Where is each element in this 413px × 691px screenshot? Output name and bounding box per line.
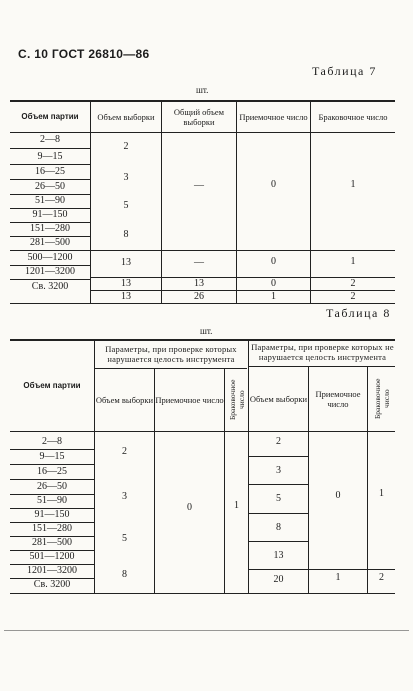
t7-accept: 0 — [271, 179, 276, 190]
t8-left-accept: 0 — [187, 502, 192, 513]
t7-lot: Св. 3200 — [31, 281, 69, 292]
t8-lot: 51—90 — [37, 495, 67, 506]
t8-lot: 26—50 — [37, 481, 67, 492]
t8-lot: 281—500 — [32, 537, 72, 548]
t7-lot: 91—150 — [32, 209, 68, 220]
page-edge-rule — [4, 630, 409, 631]
t8-left-header-sample: Объем выборки — [95, 395, 154, 405]
t7-lot: 500—1200 — [27, 252, 73, 263]
t8-left-sample: 2 — [122, 446, 127, 457]
t7-sample: 8 — [123, 229, 129, 240]
t8-lot: 2—8 — [42, 436, 62, 447]
t8-right-header-sample: Объем выборки — [249, 394, 308, 404]
t8-right-sample: 5 — [276, 493, 281, 504]
t7-total: 13 — [194, 278, 204, 289]
t7-accept: 1 — [271, 291, 276, 302]
t8-lot: 16—25 — [37, 466, 67, 477]
t7-sample: 13 — [121, 278, 131, 289]
t8-lot: Св. 3200 — [33, 579, 71, 590]
table7-unit: шт. — [196, 85, 209, 95]
t8-right-sample: 13 — [273, 550, 284, 561]
t7-sample: 3 — [123, 172, 129, 183]
t7-reject: 1 — [350, 256, 356, 267]
t8-left-sample: 8 — [122, 569, 127, 580]
t8-left-reject: 1 — [234, 500, 239, 511]
t7-sample: 2 — [123, 141, 129, 152]
t7-sample: 13 — [121, 257, 131, 268]
t8-left-sample: 5 — [122, 533, 127, 544]
t8-lot: 151—280 — [32, 523, 72, 534]
t7-total: — — [194, 257, 204, 268]
t7-lot: 2—8 — [40, 134, 60, 145]
t7-lot: 9—15 — [37, 151, 63, 162]
t7-header-sample: Объем выборки — [97, 111, 155, 122]
t7-reject: 2 — [350, 291, 356, 302]
t7-header-total: Общий объем выборки — [173, 106, 225, 127]
t8-lot: 501—1200 — [29, 551, 75, 562]
t8-right-header-reject: Браковочное число — [372, 378, 391, 420]
page-header: С. 10 ГОСТ 26810—86 — [18, 47, 150, 61]
t7-lot: 26—50 — [35, 181, 65, 192]
t8-header-lot: Объем партии — [23, 380, 81, 390]
t7-lot: 51—90 — [35, 195, 65, 206]
t7-accept: 0 — [271, 278, 276, 289]
t7-sample: 13 — [121, 291, 131, 302]
t7-header-lot: Объем партии — [21, 111, 79, 121]
t7-reject: 2 — [350, 278, 356, 289]
t8-lot: 9—15 — [39, 451, 65, 462]
t8-right-sample: 3 — [276, 465, 281, 476]
t7-reject: 1 — [350, 179, 356, 190]
t7-header-reject: Браковочное число — [318, 111, 388, 122]
t8-lot: 91—150 — [34, 509, 70, 520]
t8-left-header-accept: Приемочное число — [155, 395, 224, 405]
t7-lot: 16—25 — [35, 166, 65, 177]
t8-right-sample: 20 — [273, 574, 284, 585]
t8-right-accept: 1 — [335, 572, 341, 583]
t7-accept: 0 — [271, 256, 276, 267]
t8-right-reject: 2 — [379, 572, 384, 583]
t7-lot: 1201—3200 — [25, 266, 75, 277]
t7-header-accept: Приемочное число — [239, 111, 308, 122]
t8-right-accept: 0 — [335, 490, 341, 501]
t7-lot: 151—280 — [30, 223, 70, 234]
t7-lot: 281—500 — [30, 237, 70, 248]
t8-right-sample: 2 — [276, 436, 281, 447]
t7-total: — — [194, 180, 204, 191]
t7-total: 26 — [194, 291, 204, 302]
t8-right-reject: 1 — [379, 488, 384, 499]
t8-group-right: Параметры, при проверке которых не нарушается целость инструмента — [251, 342, 394, 362]
t8-right-sample: 8 — [276, 522, 281, 533]
t8-group-left: Параметры, при проверке которых нарушается целость инструмента — [105, 344, 237, 364]
table8-caption: Таблица 8 — [326, 306, 391, 320]
table7-caption: Таблица 7 — [312, 64, 377, 78]
table8-unit: шт. — [200, 326, 213, 336]
t7-sample: 5 — [123, 200, 129, 211]
t8-lot: 1201—3200 — [27, 565, 77, 576]
t8-left-header-reject: Браковочное число — [227, 379, 246, 421]
t8-right-header-accept: Приемочное число — [315, 389, 361, 409]
t8-left-sample: 3 — [122, 491, 127, 502]
